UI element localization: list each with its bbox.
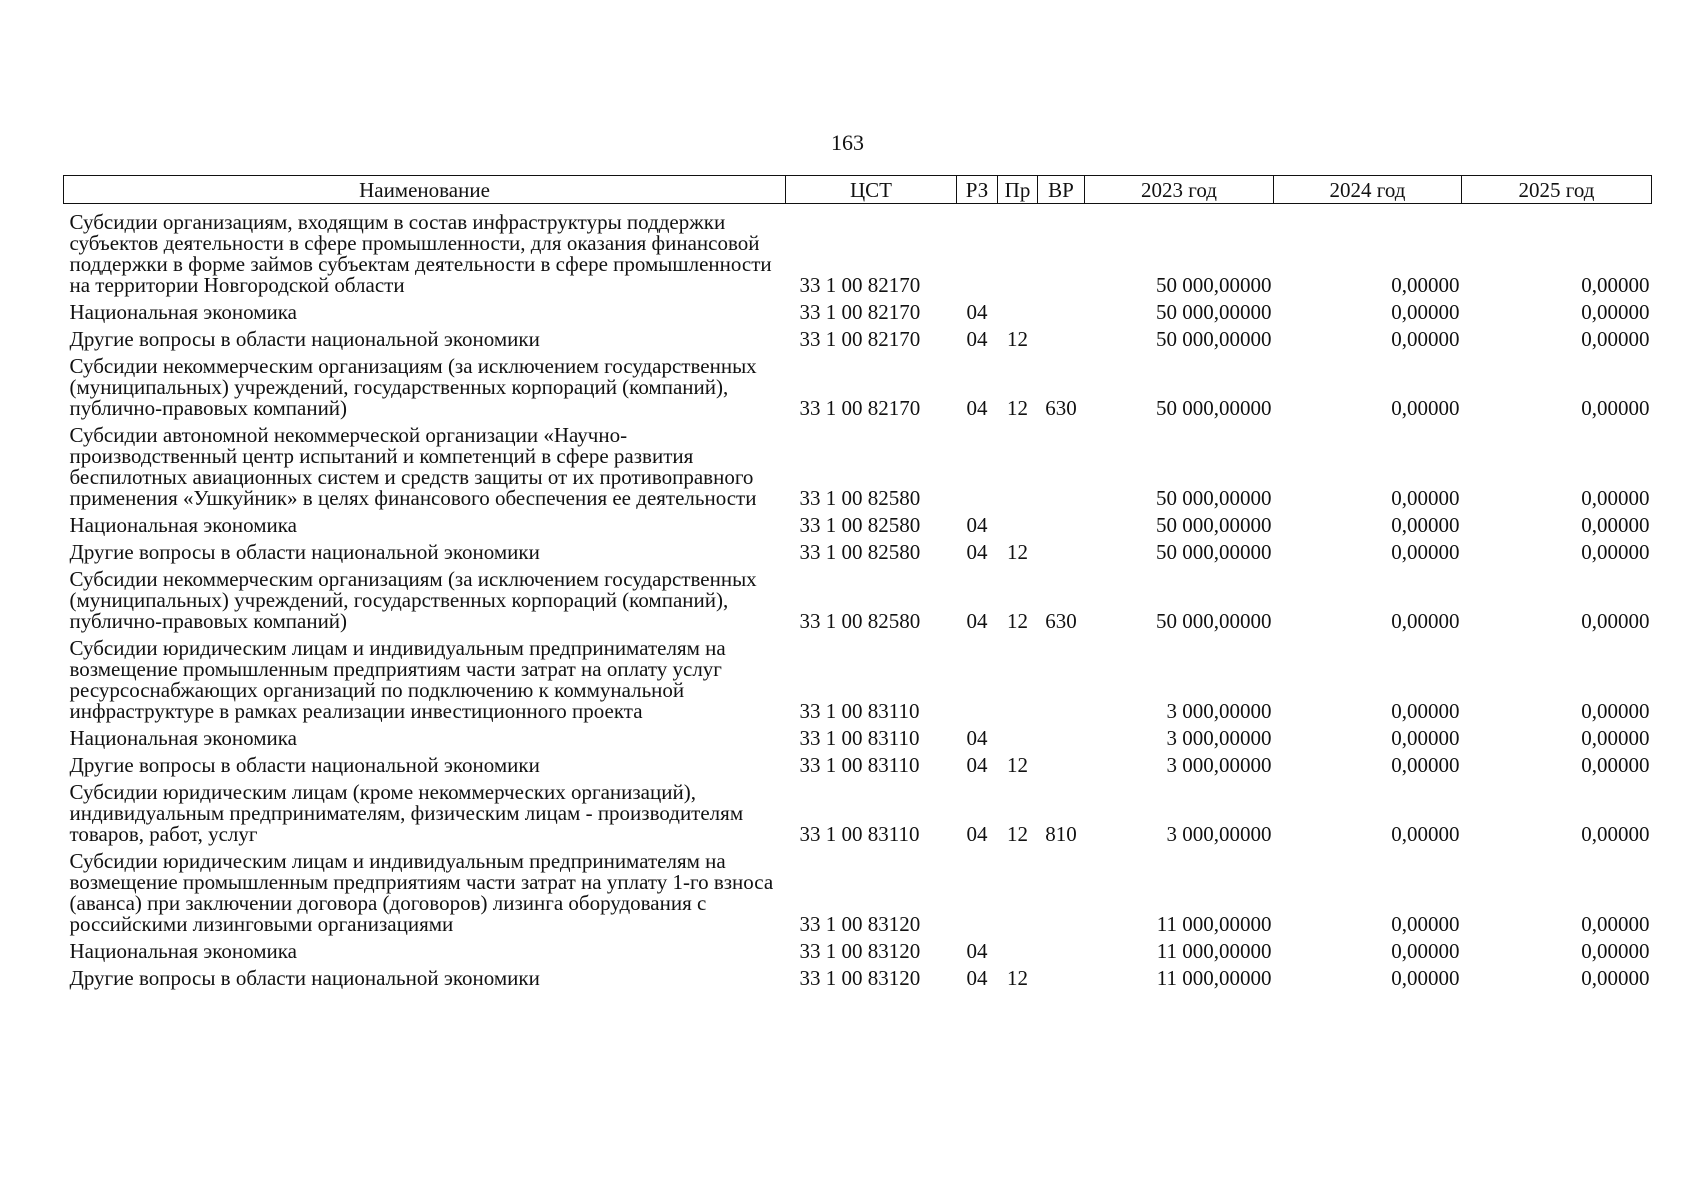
row-pr: 12	[1007, 327, 1028, 351]
page-number: 163	[831, 130, 864, 155]
row-rz: 04	[966, 540, 988, 564]
row-2023: 3 000,00000	[1166, 822, 1272, 846]
row-2024: 0,00000	[1391, 753, 1460, 777]
row-2023: 50 000,00000	[1156, 396, 1272, 420]
row-name: Субсидии юридическим лицам и индивидуальным предпринимателям на возмещение промышленным предприятиям части затрат на оплату услуг ресурсоснабжающих организаций по подключению к коммунальной инфраструктуре в рамках реализации инвестиционного проекта	[69, 636, 726, 723]
row-2024: 0,00000	[1391, 273, 1460, 297]
table-row	[64, 636, 1652, 726]
row-2024: 0,00000	[1391, 912, 1460, 936]
table-row	[64, 300, 1652, 327]
row-2025: 0,00000	[1581, 486, 1650, 510]
table-row	[64, 780, 1652, 849]
row-2023: 50 000,00000	[1156, 540, 1272, 564]
row-cst: 33 1 00 82170	[799, 273, 921, 297]
table-row	[64, 354, 1652, 423]
row-rz: 04	[966, 300, 988, 324]
row-2025: 0,00000	[1581, 273, 1650, 297]
row-rz	[957, 204, 998, 301]
budget-table	[63, 175, 1652, 993]
row-vr	[1038, 423, 1085, 513]
row-2024: 0,00000	[1391, 396, 1460, 420]
row-rz: 04	[966, 396, 988, 420]
row-2024: 0,00000	[1391, 486, 1460, 510]
row-pr	[998, 513, 1038, 540]
header-2025: 2025 год	[1462, 176, 1652, 204]
table-row	[64, 327, 1652, 354]
row-pr	[998, 423, 1038, 513]
row-2024: 0,00000	[1391, 939, 1460, 963]
row-2023: 50 000,00000	[1156, 300, 1272, 324]
row-2025: 0,00000	[1581, 609, 1650, 633]
row-name: Другие вопросы в области национальной экономики	[69, 966, 540, 990]
row-cst: 33 1 00 83110	[799, 822, 920, 846]
row-2024: 0,00000	[1391, 822, 1460, 846]
row-2024: 0,00000	[1391, 300, 1460, 324]
row-2023: 3 000,00000	[1166, 726, 1272, 750]
header-row	[64, 176, 1652, 204]
row-2023: 50 000,00000	[1156, 327, 1272, 351]
row-vr	[1038, 327, 1085, 354]
row-cst: 33 1 00 82580	[799, 486, 921, 510]
row-2024: 0,00000	[1391, 966, 1460, 990]
row-cst: 33 1 00 82170	[799, 300, 921, 324]
row-rz: 04	[966, 327, 988, 351]
row-cst: 33 1 00 83110	[799, 699, 920, 723]
row-pr	[998, 204, 1038, 301]
table-body	[64, 204, 1652, 994]
row-2025: 0,00000	[1581, 540, 1650, 564]
row-cst: 33 1 00 83110	[799, 726, 920, 750]
table-row	[64, 540, 1652, 567]
row-name: Национальная экономика	[69, 513, 297, 537]
row-vr	[1038, 204, 1085, 301]
table-row	[64, 849, 1652, 939]
row-rz: 04	[966, 513, 988, 537]
row-pr: 12	[1007, 753, 1028, 777]
header-vr: ВР	[1038, 176, 1085, 204]
row-vr: 810	[1045, 822, 1077, 846]
row-pr: 12	[1007, 540, 1028, 564]
row-pr: 12	[1007, 609, 1028, 633]
row-2023: 11 000,00000	[1156, 912, 1272, 936]
row-2023: 11 000,00000	[1156, 966, 1272, 990]
table-header	[64, 176, 1652, 204]
row-2025: 0,00000	[1581, 966, 1650, 990]
row-pr	[998, 726, 1038, 753]
row-name: Субсидии юридическим лицам (кроме некоммерческих организаций), индивидуальным предпринимателям, физическим лицам - производителям товаров, работ, услуг	[69, 780, 744, 846]
header-2023: 2023 год	[1085, 176, 1274, 204]
row-name: Национальная экономика	[69, 939, 297, 963]
row-name: Субсидии некоммерческим организациям (за исключением государственных (муниципальных) учреждений, государственных корпораций (компаний), публично-правовых компаний)	[69, 567, 757, 633]
row-cst: 33 1 00 83120	[799, 966, 921, 990]
row-vr	[1038, 300, 1085, 327]
row-2023: 50 000,00000	[1156, 486, 1272, 510]
row-2024: 0,00000	[1391, 726, 1460, 750]
row-name: Субсидии автономной некоммерческой организации «Научно-производственный центр испытаний и компетенций в сфере развития беспилотных авиационных систем и средств защиты от их противоправного применения «Ушкуйник» в целях финансового обеспечения ее деятельности	[69, 423, 757, 510]
row-name: Другие вопросы в области национальной экономики	[69, 540, 540, 564]
table-row	[64, 753, 1652, 780]
table-row	[64, 966, 1652, 993]
row-name: Субсидии некоммерческим организациям (за исключением государственных (муниципальных) учреждений, государственных корпораций (компаний), публично-правовых компаний)	[69, 354, 757, 420]
row-2025: 0,00000	[1581, 396, 1650, 420]
row-name: Субсидии организациям, входящим в состав инфраструктуры поддержки субъектов деятельности в сфере промышленности, для оказания финансовой поддержки в форме займов субъектам деятельности в сфере промышленности на территории Новгородской области	[69, 210, 772, 297]
row-name: Национальная экономика	[69, 300, 297, 324]
row-name: Национальная экономика	[69, 726, 297, 750]
row-name: Другие вопросы в области национальной экономики	[69, 753, 540, 777]
row-cst: 33 1 00 82580	[799, 609, 921, 633]
row-2023: 3 000,00000	[1166, 753, 1272, 777]
table-row	[64, 204, 1652, 301]
row-2025: 0,00000	[1581, 753, 1650, 777]
row-cst: 33 1 00 82170	[799, 396, 921, 420]
row-vr	[1038, 540, 1085, 567]
row-cst: 33 1 00 83110	[799, 753, 920, 777]
row-vr	[1038, 513, 1085, 540]
table-row	[64, 567, 1652, 636]
row-pr: 12	[1007, 966, 1028, 990]
row-cst: 33 1 00 83120	[799, 939, 921, 963]
row-vr	[1038, 939, 1085, 966]
row-2023: 50 000,00000	[1156, 609, 1272, 633]
row-2023: 3 000,00000	[1166, 699, 1272, 723]
table-row	[64, 939, 1652, 966]
row-2024: 0,00000	[1391, 327, 1460, 351]
header-pr: Пр	[998, 176, 1038, 204]
row-rz: 04	[966, 966, 988, 990]
row-rz	[957, 849, 998, 939]
row-rz	[957, 423, 998, 513]
table-row	[64, 513, 1652, 540]
row-2024: 0,00000	[1391, 699, 1460, 723]
row-vr	[1038, 753, 1085, 780]
row-cst: 33 1 00 82580	[799, 513, 921, 537]
row-2024: 0,00000	[1391, 609, 1460, 633]
header-2024: 2024 год	[1274, 176, 1462, 204]
row-rz: 04	[966, 726, 988, 750]
table-row	[64, 726, 1652, 753]
row-name: Субсидии юридическим лицам и индивидуальным предпринимателям на возмещение промышленным предприятиям части затрат на уплату 1-го взноса (аванса) при заключении договора (договоров) лизинга оборудования с российскими лизинговыми организациями	[69, 849, 774, 936]
row-pr	[998, 939, 1038, 966]
row-rz: 04	[966, 609, 988, 633]
row-rz: 04	[966, 939, 988, 963]
row-2025: 0,00000	[1581, 699, 1650, 723]
row-2023: 50 000,00000	[1156, 273, 1272, 297]
row-name: Другие вопросы в области национальной экономики	[69, 327, 540, 351]
row-vr	[1038, 849, 1085, 939]
row-cst: 33 1 00 83120	[799, 912, 921, 936]
row-2025: 0,00000	[1581, 513, 1650, 537]
row-2025: 0,00000	[1581, 822, 1650, 846]
row-rz: 04	[966, 753, 988, 777]
row-2025: 0,00000	[1581, 939, 1650, 963]
row-2024: 0,00000	[1391, 513, 1460, 537]
row-rz	[957, 636, 998, 726]
row-2024: 0,00000	[1391, 540, 1460, 564]
row-pr	[998, 300, 1038, 327]
row-pr: 12	[1007, 396, 1028, 420]
row-2025: 0,00000	[1581, 912, 1650, 936]
row-2023: 50 000,00000	[1156, 513, 1272, 537]
row-vr	[1038, 726, 1085, 753]
row-2025: 0,00000	[1581, 300, 1650, 324]
row-cst: 33 1 00 82580	[799, 540, 921, 564]
row-pr: 12	[1007, 822, 1028, 846]
header-name: Наименование	[64, 176, 786, 204]
row-vr: 630	[1045, 396, 1077, 420]
row-vr	[1038, 636, 1085, 726]
row-rz: 04	[966, 822, 988, 846]
header-rz: РЗ	[957, 176, 998, 204]
row-cst: 33 1 00 82170	[799, 327, 921, 351]
row-2025: 0,00000	[1581, 327, 1650, 351]
header-cst: ЦСТ	[786, 176, 957, 204]
row-pr	[998, 636, 1038, 726]
row-2023: 11 000,00000	[1156, 939, 1272, 963]
row-2025: 0,00000	[1581, 726, 1650, 750]
row-pr	[998, 849, 1038, 939]
table-row	[64, 423, 1652, 513]
row-vr	[1038, 966, 1085, 993]
row-vr: 630	[1045, 609, 1077, 633]
